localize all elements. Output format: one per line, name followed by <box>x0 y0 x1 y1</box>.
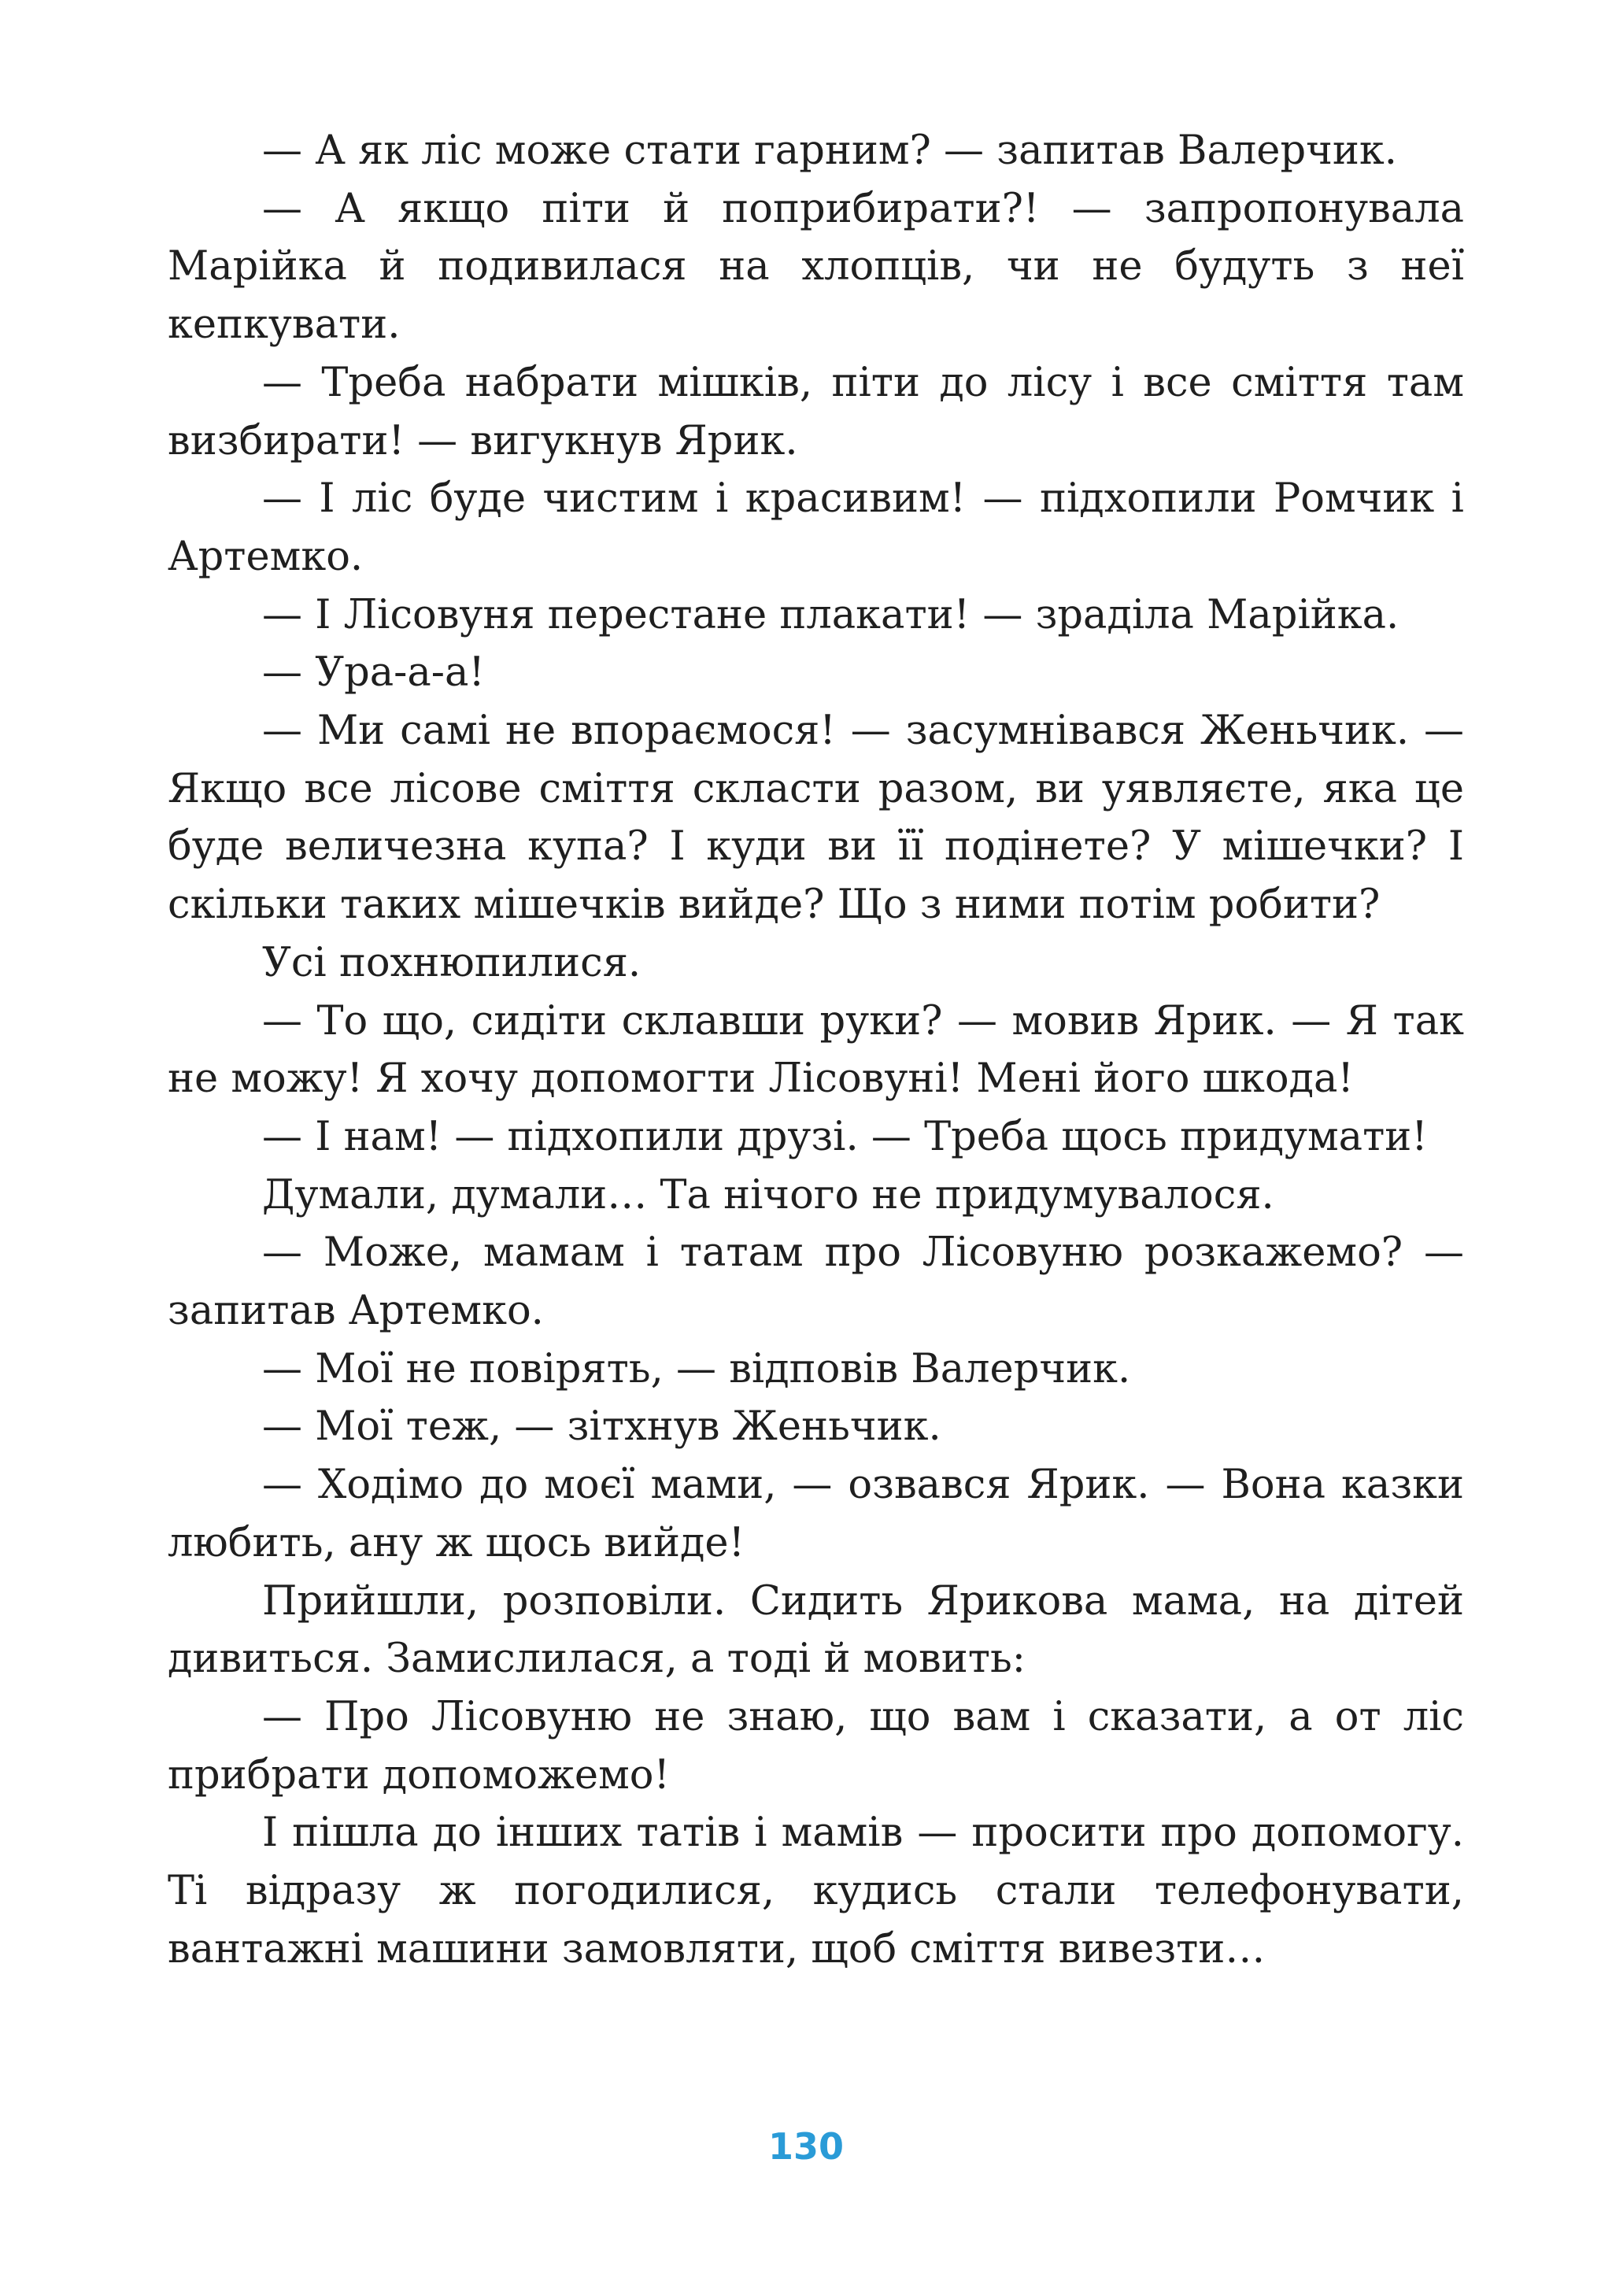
page-number: 130 <box>767 2125 845 2168</box>
paragraph: — Ура-а-а! <box>262 649 485 697</box>
paragraph: — І Лісовуня перестане плакати! — зраділа Марійка. <box>262 591 1399 638</box>
paragraph: — Може, мамам і татам про Лісовуню розкажемо? — запитав Артемко. <box>168 1229 1464 1335</box>
paragraph: Усі похнюпилися. <box>262 939 641 986</box>
paragraph: — Мої теж, — зітхнув Женьчик. <box>262 1403 941 1451</box>
paragraph: — Ми самі не впораємося! — засумнівався Женьчик. — Якщо все лісове сміття скласти разом, ви уявляєте, яка це буде величезна купа? І куди ви її подінете? У мішечки? І скільки таких мішечків вийде? Що з ними потім робити? <box>168 708 1464 929</box>
paragraph: — І нам! — підхопили друзі. — Треба щось придумати! <box>262 1113 1428 1160</box>
paragraph: — То що, сидіти склавши руки? — мовив Ярик. — Я так не можу! Я хочу допомогти Лісовуні! Мені його шкода! <box>168 997 1464 1103</box>
paragraph: Думали, думали… Та нічого не придумувалося. <box>262 1171 1274 1218</box>
paragraph: — А якщо піти й поприбирати?! — запропонувала Марійка й подивилася на хлопців, чи не будуть з неї кепкувати. <box>168 185 1464 349</box>
paragraph: — Про Лісовуню не знаю, що вам і сказати, а от ліс прибрати допоможемо! <box>168 1693 1464 1799</box>
paragraph: — Треба набрати мішків, піти до лісу і все сміття там визбирати! — вигукнув Ярик. <box>168 359 1464 464</box>
paragraph: — А як ліс може стати гарним? — запитав Валерчик. <box>262 128 1397 174</box>
paragraph: — І ліс буде чистим і красивим! — підхопили Ромчик і Артемко. <box>168 475 1464 580</box>
story-text <box>168 122 1464 1979</box>
paragraph: Прийшли, розповіли. Сидить Ярикова мама, на дітей дивиться. Замислилася, а тоді й мовить: <box>168 1577 1464 1683</box>
paragraph: — Мої не повірять, — відповів Валерчик. <box>262 1345 1131 1392</box>
paragraph: І пішла до інших татів і мамів — просити про допомогу. Ті відразу ж погодилися, кудись стали телефонувати, вантажні машини замовляти, щоб сміття вивезти… <box>168 1810 1464 1972</box>
paragraph: — Ходімо до моєї мами, — озвався Ярик. — Вона казки любить, ану ж щось вийде! <box>168 1462 1464 1566</box>
